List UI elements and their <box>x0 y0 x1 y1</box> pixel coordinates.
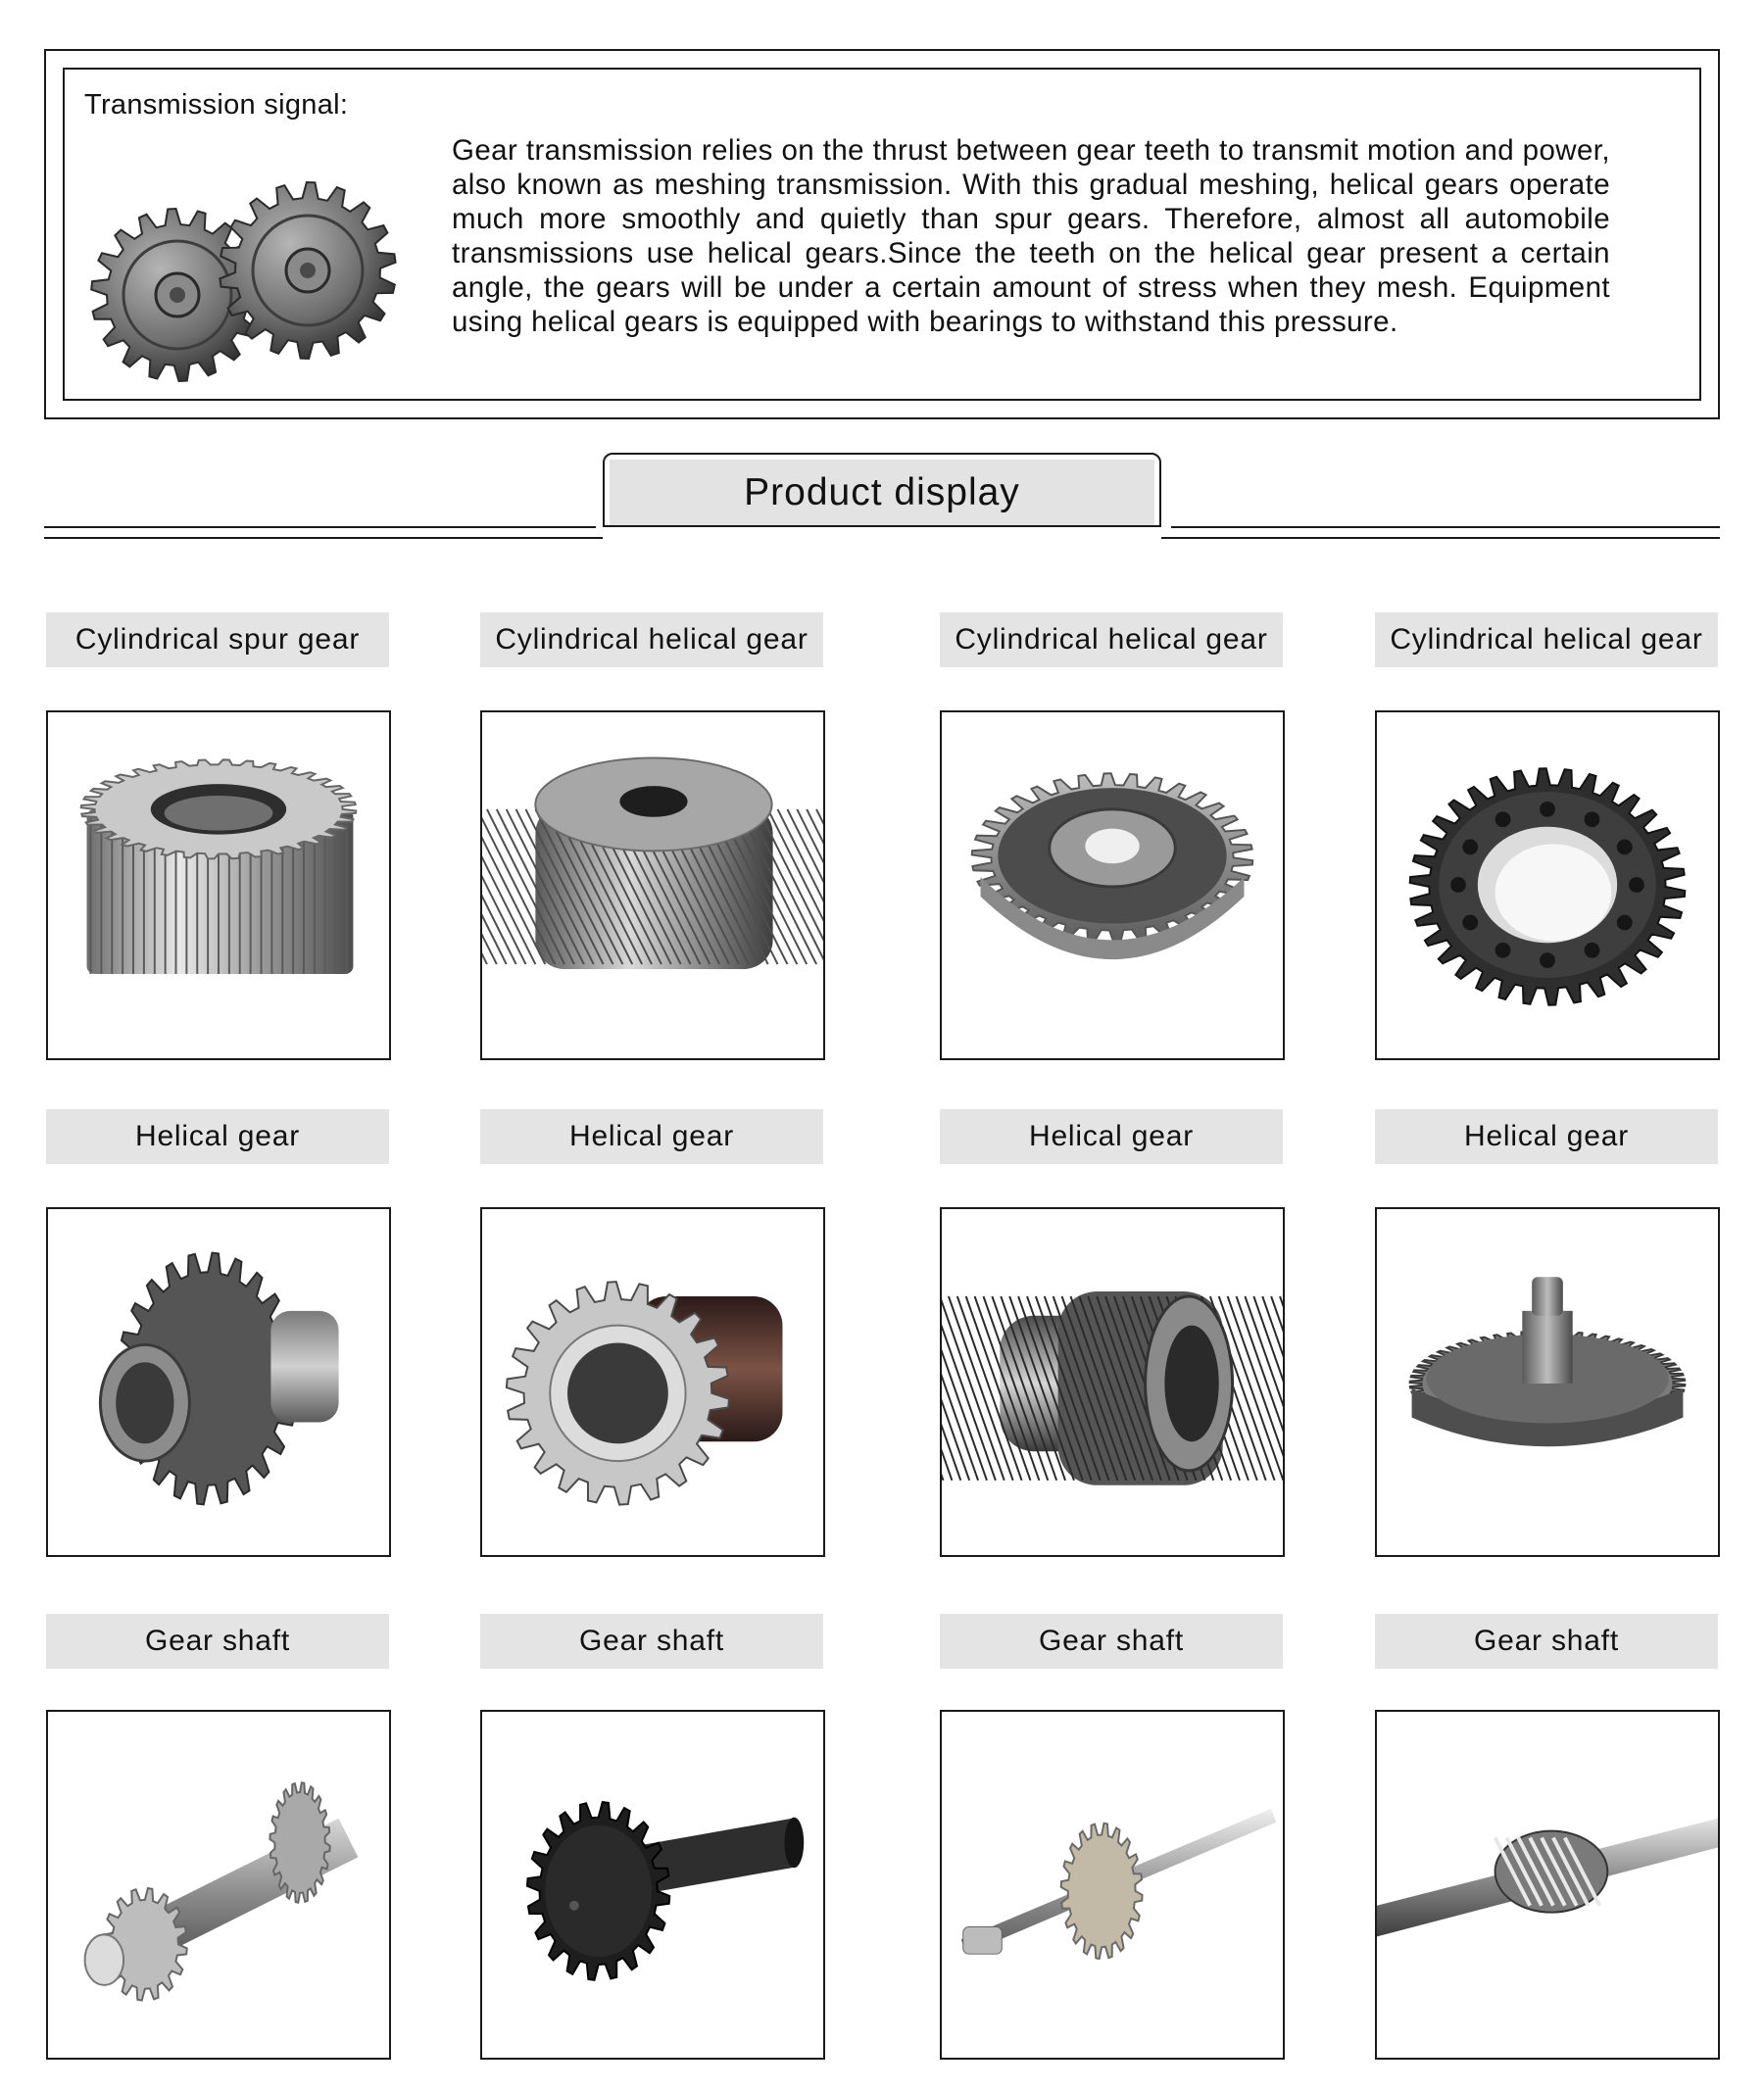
helical-gear-icon <box>482 1209 823 1555</box>
product-label: Helical gear <box>940 1109 1283 1164</box>
product-image-box <box>1375 1710 1720 2060</box>
header-rule-left-top <box>44 526 596 528</box>
header-rule-right-top <box>1171 526 1720 528</box>
section-header <box>603 453 1161 527</box>
product-image-box <box>940 1207 1285 1557</box>
product-label: Gear shaft <box>940 1614 1283 1669</box>
intro-panel <box>44 49 1720 419</box>
helical-gear-icon <box>1377 1209 1718 1555</box>
product-label: Cylindrical helical gear <box>480 612 823 667</box>
gear-shaft-icon <box>482 1712 823 2058</box>
helical-gear-icon <box>48 1209 389 1555</box>
product-image-box <box>940 1710 1285 2060</box>
product-image-box <box>940 710 1285 1060</box>
product-label: Gear shaft <box>1375 1614 1718 1669</box>
product-image-box <box>480 1207 825 1557</box>
product-label: Cylindrical helical gear <box>940 612 1283 667</box>
product-label: Gear shaft <box>480 1614 823 1669</box>
helical-gear-icon <box>1377 712 1718 1058</box>
product-image-box <box>46 1207 391 1557</box>
product-image-box <box>46 710 391 1060</box>
product-image-box <box>480 710 825 1060</box>
product-label: Cylindrical helical gear <box>1375 612 1718 667</box>
product-image-box <box>46 1710 391 2060</box>
product-label: Gear shaft <box>46 1614 389 1669</box>
product-label: Helical gear <box>1375 1109 1718 1164</box>
product-label: Helical gear <box>480 1109 823 1164</box>
header-rule-left-bottom <box>44 537 603 539</box>
product-image-box <box>1375 1207 1720 1557</box>
gear-shaft-icon <box>1377 1712 1718 2058</box>
section-title: Product display <box>610 460 1154 525</box>
intro-panel-inner <box>63 68 1701 401</box>
product-label: Helical gear <box>46 1109 389 1164</box>
product-image-box <box>480 1710 825 2060</box>
intro-body: Gear transmission relies on the thrust between gear teeth to transmit motion and power, also known as meshing transmission. With this gradual meshing, helical gears operate much more smoothly and quietly than spur gears. Therefore, almost all automobile transmissions use helical gears.Since the teeth on the helical gear present a certain angle, the gears will be under a certain amount of stress when they mesh. Equipment using helical gears is equipped with bearings to withstand this pressure. <box>452 134 1610 338</box>
gear-shaft-icon <box>48 1712 389 2058</box>
helical-gear-icon <box>942 712 1283 1058</box>
intro-title: Transmission signal: <box>84 89 349 121</box>
header-rule-right-bottom <box>1161 537 1720 539</box>
twin-gears-icon <box>84 172 398 383</box>
gear-shaft-icon <box>942 1712 1283 2058</box>
product-label: Cylindrical spur gear <box>46 612 389 667</box>
spur-gear-icon <box>48 712 389 1058</box>
helical-gear-icon <box>942 1209 1283 1555</box>
helical-gear-icon <box>482 712 823 1058</box>
product-image-box <box>1375 710 1720 1060</box>
